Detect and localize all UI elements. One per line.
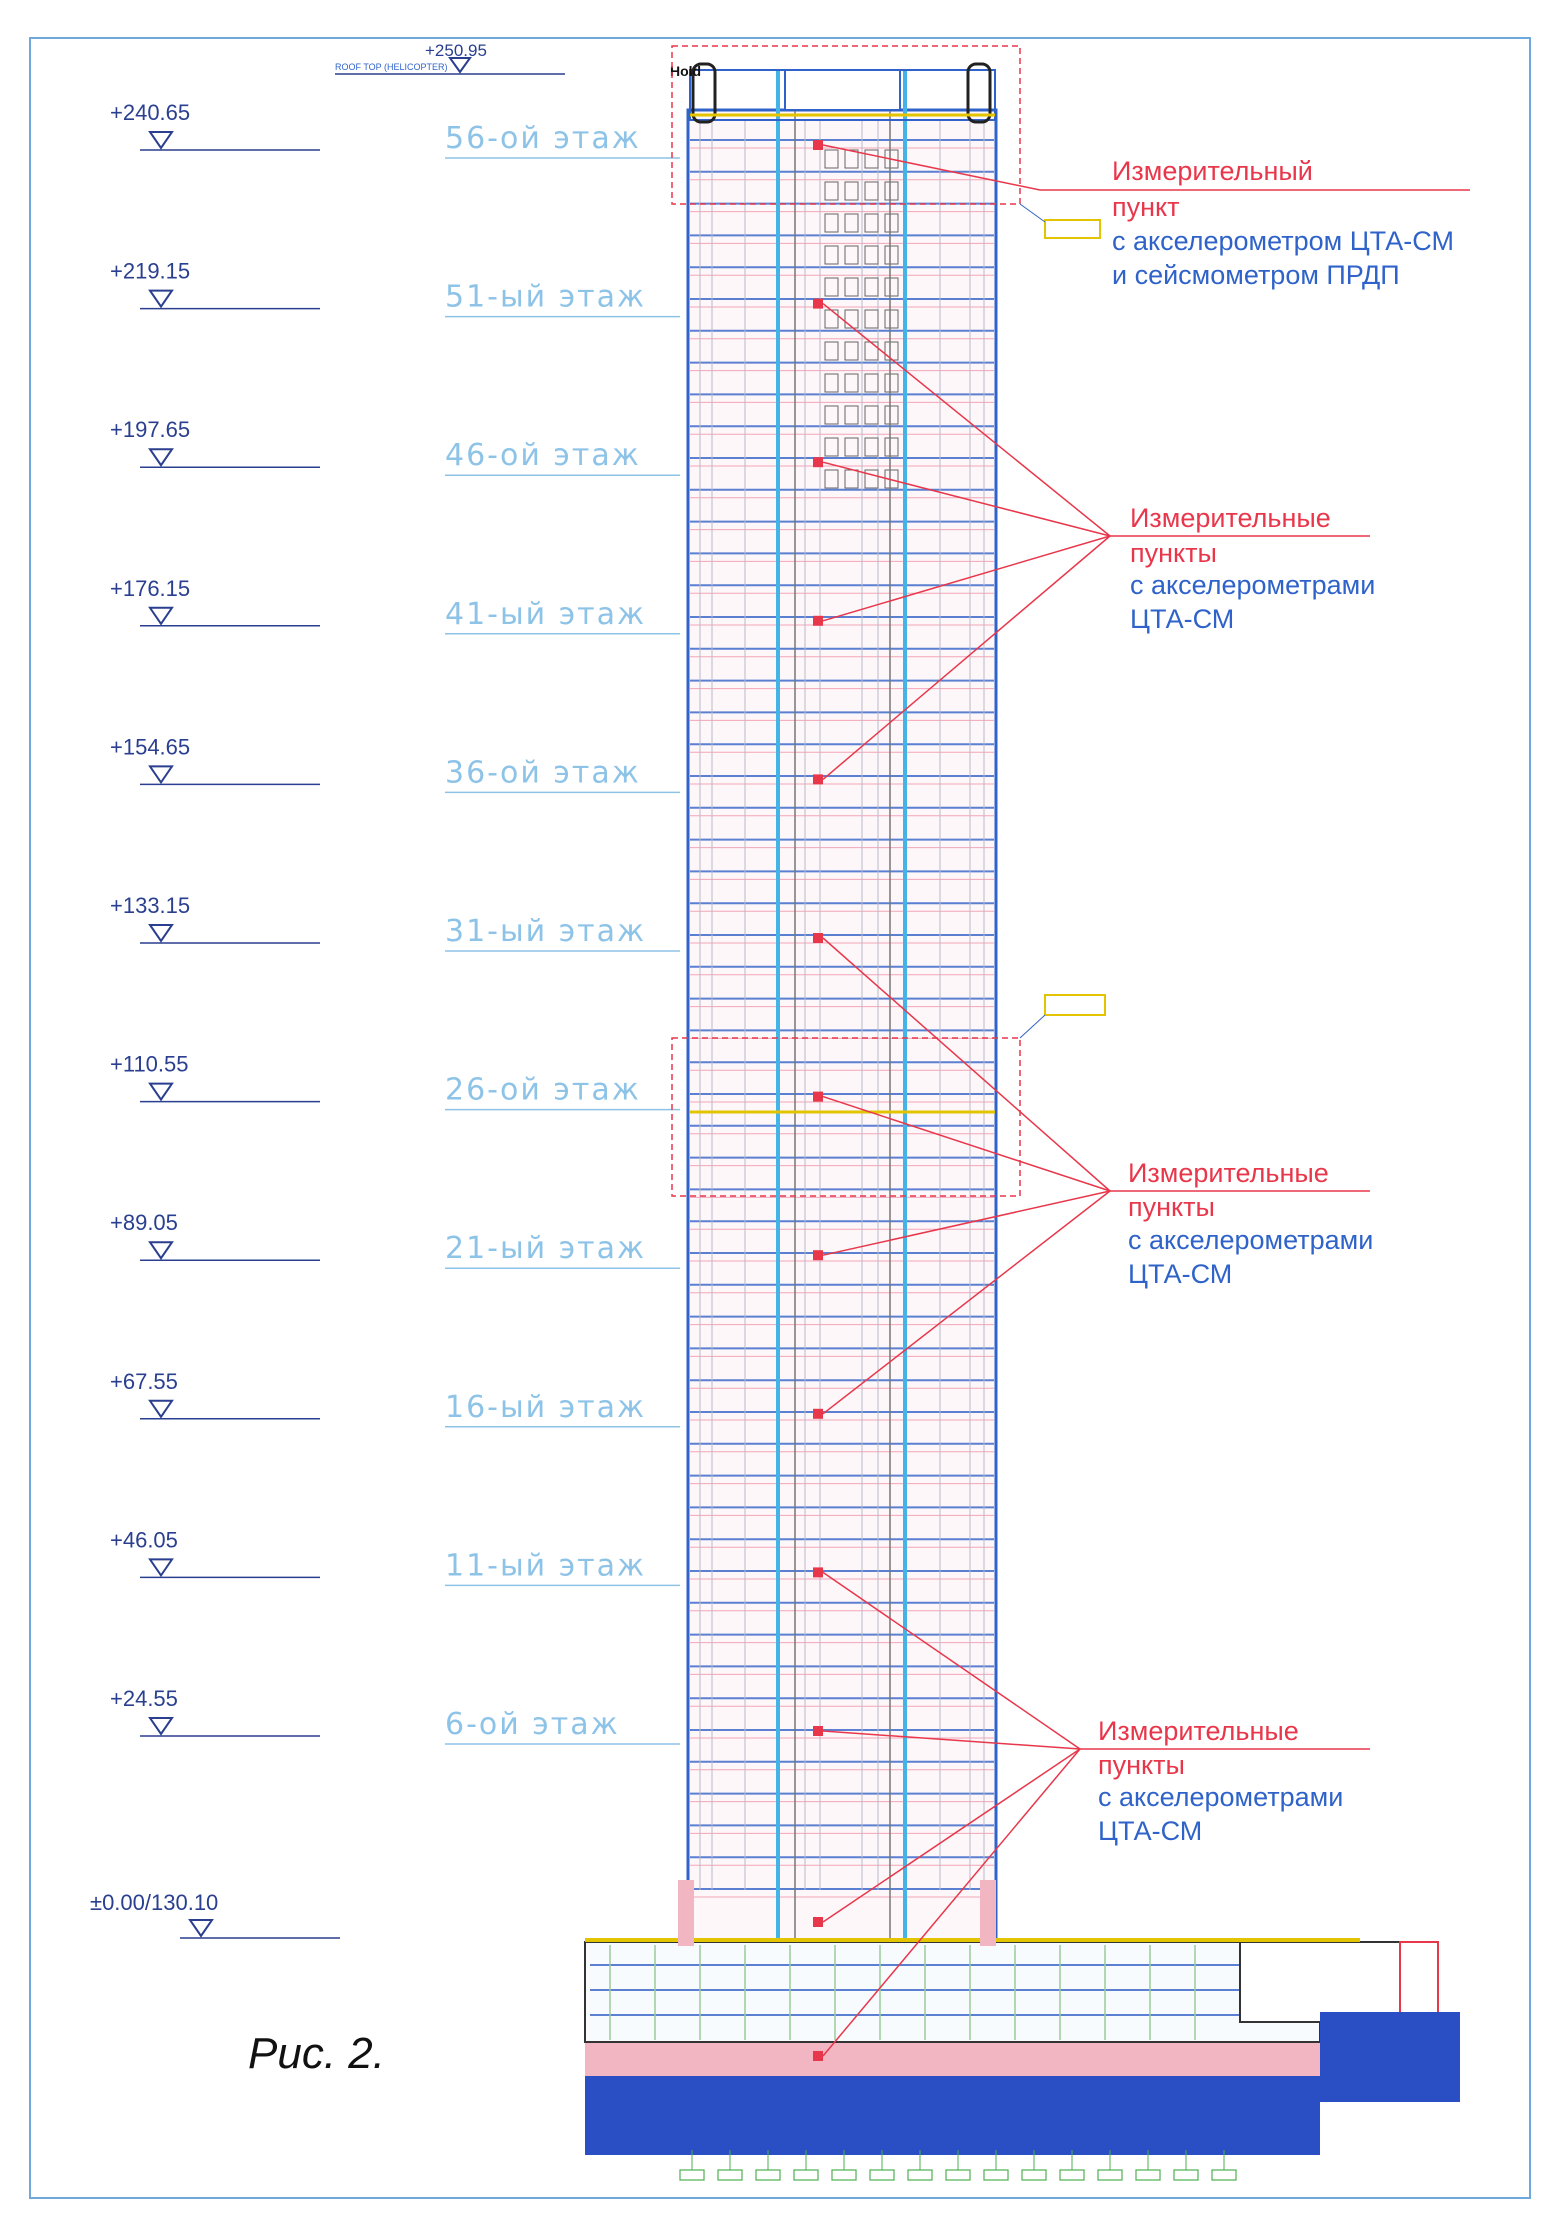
- ground-level-elevation: ±0.00/130.10: [90, 1890, 219, 1915]
- floor-label-text: 21-ый этаж: [445, 1231, 647, 1267]
- sensor-point: [813, 457, 823, 467]
- floor-label-text: 41-ый этаж: [445, 596, 647, 632]
- floor-label-text: 56-ой этаж: [445, 121, 641, 156]
- level-marker: [110, 1527, 320, 1577]
- annotation-4: [1080, 1716, 1370, 1846]
- level-elevation: +154.65: [110, 734, 191, 760]
- level-marker: [110, 100, 320, 150]
- annotation-3-title-2: пункты: [1128, 1192, 1215, 1222]
- sensor-point: [813, 616, 823, 626]
- floor-label: [445, 597, 680, 634]
- level-elevation: +240.65: [110, 100, 191, 125]
- level-elevation: +67.55: [110, 1368, 178, 1394]
- floor-label: [445, 914, 680, 951]
- floor-label: [445, 121, 680, 158]
- figure-caption: Рис. 2.: [248, 2029, 385, 2078]
- annotation-2-title-2: пункты: [1130, 538, 1217, 568]
- detail-tag-mid: [1045, 995, 1105, 1015]
- level-elevation: +110.55: [110, 1051, 189, 1077]
- level-elevation: +219.15: [110, 258, 191, 284]
- side-annex: [1240, 1942, 1400, 2022]
- level-elevation: +133.15: [110, 893, 191, 918]
- floor-label-text: 16-ый этаж: [445, 1389, 647, 1425]
- annotation-2-title: Измерительные: [1130, 503, 1331, 533]
- floor-label: [445, 280, 680, 317]
- annotation-1: [1040, 156, 1470, 290]
- annotation-3-desc-2: ЦТА-СМ: [1128, 1259, 1233, 1289]
- annotation-4-title: Измерительные: [1098, 1716, 1299, 1746]
- annotation-3-title: Измерительные: [1128, 1158, 1329, 1188]
- annotation-3: [1110, 1158, 1373, 1289]
- tower-section: [670, 46, 1105, 1940]
- floor-label-text: 6-ой этаж: [445, 1707, 620, 1742]
- floor-label: [445, 1073, 680, 1110]
- level-marker: [110, 734, 320, 784]
- sensor-point: [813, 140, 823, 150]
- annotation-3-desc: с акселерометрами: [1128, 1225, 1374, 1255]
- annotation-4-desc-2: ЦТА-СМ: [1098, 1816, 1203, 1846]
- level-elevation: +176.15: [110, 575, 191, 601]
- sensor-point: [813, 1917, 823, 1927]
- sensor-point: [813, 933, 823, 943]
- floor-label: [445, 438, 680, 475]
- heli-label: Hold: [670, 63, 702, 79]
- floor-label: [445, 1231, 680, 1268]
- sensor-point: [813, 1567, 823, 1577]
- ground-level-marker: [90, 1890, 340, 1938]
- level-marker: [110, 1686, 320, 1736]
- level-elevation: +89.05: [110, 1210, 178, 1236]
- floor-label-text: 46-ой этаж: [445, 438, 641, 474]
- level-marker: [110, 1210, 320, 1260]
- annotation-1-desc-2: и сейсмометром ПРДП: [1112, 260, 1400, 290]
- floor-label: [445, 1390, 680, 1427]
- level-marker: [110, 893, 320, 943]
- annotation-1-desc: с акселерометром ЦТА-СМ: [1112, 226, 1454, 256]
- annotation-2-desc: с акселерометрами: [1130, 570, 1376, 600]
- level-marker: [110, 1369, 320, 1419]
- floor-label-text: 36-ой этаж: [445, 755, 641, 791]
- sensor-point: [813, 2051, 823, 2061]
- annotation-2: [1110, 503, 1375, 634]
- sensor-point: [813, 1250, 823, 1260]
- basement-volume: [585, 1942, 1320, 2042]
- floor-labels: [445, 121, 680, 1744]
- level-marker: [110, 576, 320, 626]
- left-pile: [678, 1880, 694, 1946]
- level-marker: [110, 259, 320, 309]
- floor-label-text: 11-ый этаж: [445, 1548, 647, 1584]
- annotation-1-title-2: пункт: [1112, 192, 1180, 222]
- floor-label-text: 51-ый этаж: [445, 279, 647, 315]
- roof-note: ROOF TOP (HELICOPTER): [335, 62, 448, 72]
- roof-top-marker: [335, 41, 565, 74]
- sensor-point: [813, 1092, 823, 1102]
- sensor-point: [813, 1409, 823, 1419]
- basement-slab: [585, 2040, 1320, 2076]
- floor-label: [445, 755, 680, 792]
- sensor-point: [813, 299, 823, 309]
- level-markers: [110, 100, 320, 1736]
- floor-label: [445, 1548, 680, 1585]
- roof-triangle: [450, 58, 470, 72]
- right-pile: [980, 1880, 996, 1946]
- level-marker: [110, 1052, 320, 1102]
- floor-label: [445, 1707, 680, 1744]
- level-elevation: +24.55: [110, 1686, 178, 1711]
- annotation-2-desc-2: ЦТА-СМ: [1130, 604, 1235, 634]
- level-elevation: +46.05: [110, 1527, 178, 1553]
- sensor-point: [813, 774, 823, 784]
- level-marker: [110, 417, 320, 467]
- sensor-point: [813, 1726, 823, 1736]
- annotation-1-title: Измерительный: [1112, 156, 1313, 186]
- floor-label-text: 31-ый этаж: [445, 914, 647, 949]
- level-elevation: +197.65: [110, 417, 191, 443]
- floor-label-text: 26-ой этаж: [445, 1072, 641, 1108]
- roof-elevation: +250.95: [425, 41, 487, 60]
- annotation-4-desc: с акселерометрами: [1098, 1782, 1344, 1812]
- annotation-4-title-2: пункты: [1098, 1750, 1185, 1780]
- detail-tag-top: [1045, 220, 1100, 238]
